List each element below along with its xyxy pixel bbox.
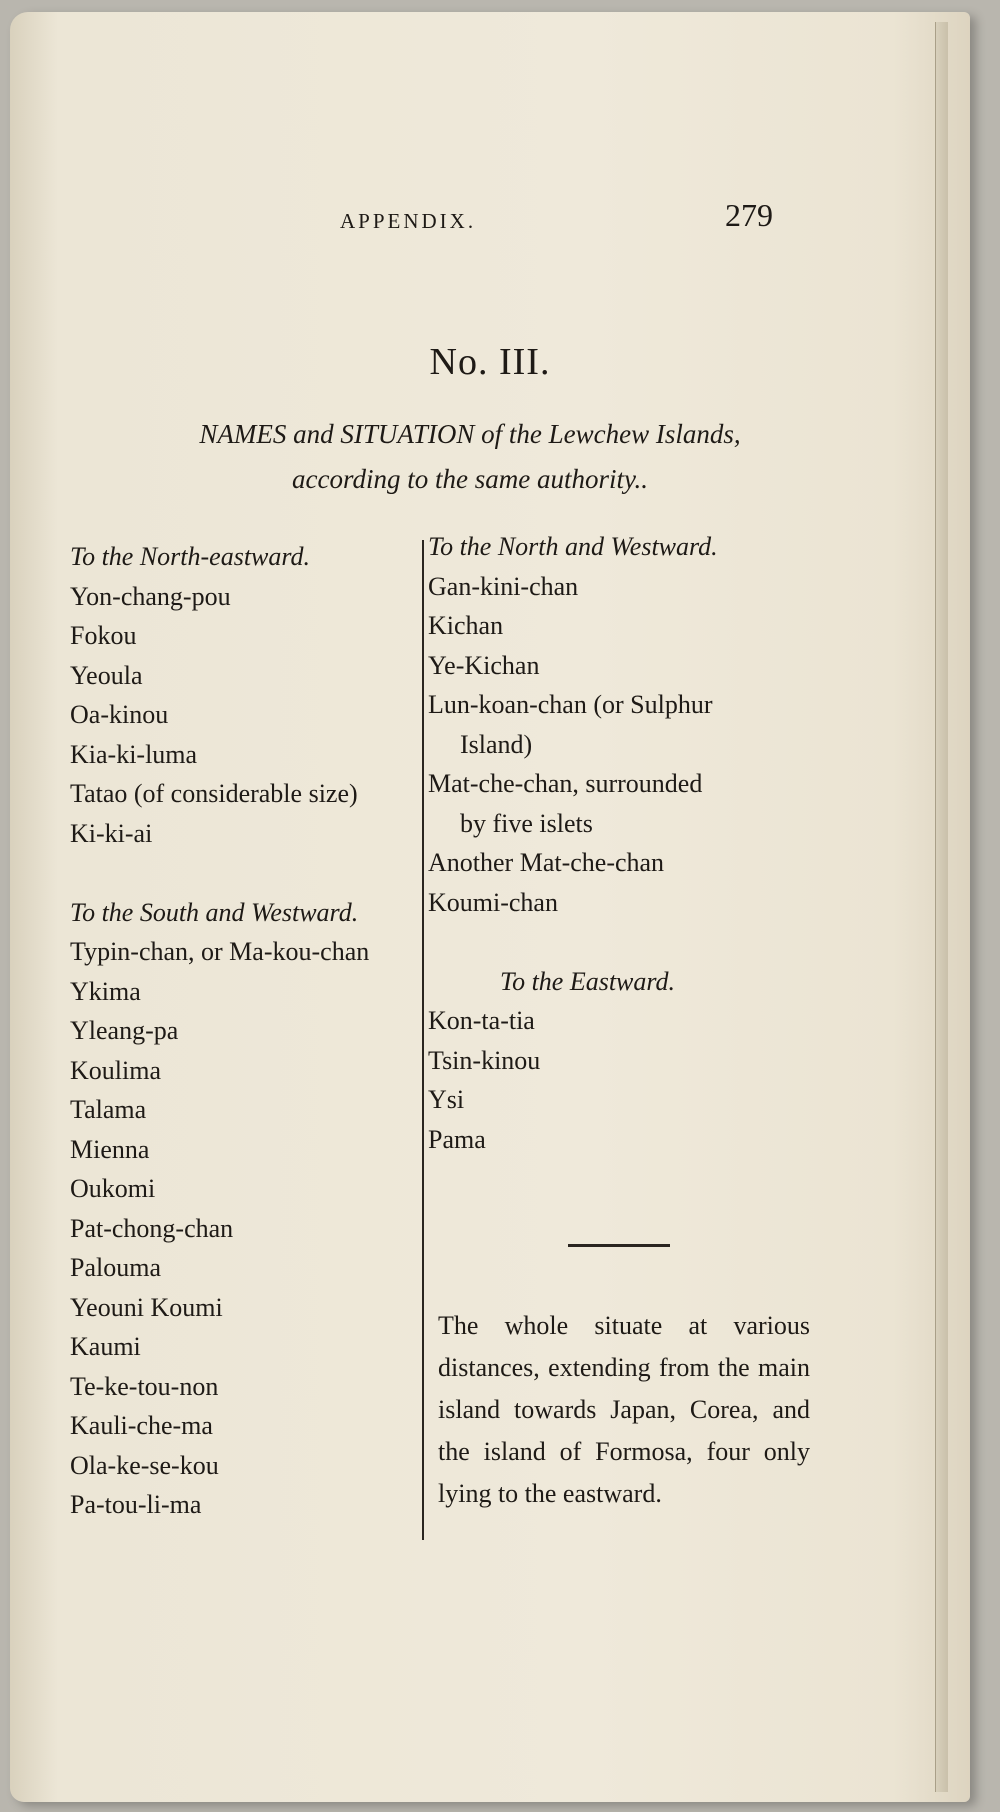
list-item: Lun-koan-chan (or Sulphur bbox=[428, 690, 713, 719]
list-item: Kia-ki-luma bbox=[70, 739, 198, 769]
list-item: Yleang-pa bbox=[70, 1016, 179, 1045]
list-item: Typin-chan, or Ma-kou-chan bbox=[70, 937, 370, 966]
list-item-continuation: Island) bbox=[460, 729, 533, 759]
section-subtitle bbox=[80, 412, 860, 502]
list-item: Mienna bbox=[70, 1134, 150, 1164]
book-page bbox=[10, 12, 970, 1802]
list-item: Kaumi bbox=[70, 1332, 141, 1361]
list-item: Another Mat-che-chan bbox=[428, 848, 665, 877]
spacer bbox=[70, 853, 415, 893]
list-item: Yeoula bbox=[70, 660, 143, 690]
list-item: Oukomi bbox=[70, 1174, 156, 1203]
spacer bbox=[428, 922, 808, 962]
page-number: 279 bbox=[725, 197, 773, 233]
list-item: Ysi bbox=[428, 1085, 465, 1114]
list-item: Pat-chong-chan bbox=[70, 1213, 234, 1243]
column-divider bbox=[422, 540, 424, 1540]
list-item: Te-ke-tou-non bbox=[70, 1371, 219, 1401]
list-item: Tatao (of considerable size) bbox=[70, 779, 358, 808]
list-item: Tsin-kinou bbox=[428, 1045, 541, 1075]
list-item: Fokou bbox=[70, 621, 137, 650]
list-item: Talama bbox=[70, 1095, 147, 1124]
list-item-continuation: by five islets bbox=[460, 808, 593, 838]
subtitle-line-2: according to the same authority.. bbox=[292, 464, 648, 494]
left-column bbox=[70, 537, 415, 1525]
list-item: Gan-kini-chan bbox=[428, 571, 579, 601]
north-east-heading: To the North-eastward. bbox=[70, 542, 311, 571]
list-item: Yeouni Koumi bbox=[70, 1292, 223, 1322]
south-west-heading: To the South and Westward. bbox=[70, 897, 359, 927]
list-item: Pama bbox=[428, 1124, 486, 1154]
list-item: Oa-kinou bbox=[70, 700, 169, 729]
section-rule bbox=[568, 1244, 670, 1247]
list-item: Palouma bbox=[70, 1253, 161, 1282]
list-item: Ykima bbox=[70, 976, 141, 1006]
section-title: No. III. bbox=[429, 341, 551, 383]
list-item: Kon-ta-tia bbox=[428, 1006, 535, 1035]
subtitle-line-1: NAMES and SITUATION of the Lewchew Islands, bbox=[199, 419, 741, 449]
list-item: Koumi-chan bbox=[428, 887, 558, 917]
right-column bbox=[428, 527, 808, 1159]
list-item: Ki-ki-ai bbox=[70, 818, 153, 848]
list-item: Koulima bbox=[70, 1055, 161, 1085]
list-item: Kichan bbox=[428, 611, 504, 640]
page-edge bbox=[935, 22, 948, 1792]
list-item: Ola-ke-se-kou bbox=[70, 1450, 219, 1480]
list-item: Kauli-che-ma bbox=[70, 1411, 213, 1440]
north-west-heading: To the North and Westward. bbox=[428, 532, 718, 561]
list-item: Pa-tou-li-ma bbox=[70, 1490, 202, 1519]
closing-paragraph: The whole situate at various distances, extending from the main island towards Japan, Corea, and the island of Formosa, four only lying to the eastward. bbox=[438, 1311, 810, 1508]
list-item: Yon-chang-pou bbox=[70, 581, 231, 611]
east-heading: To the Eastward. bbox=[500, 966, 676, 996]
running-head: APPENDIX. bbox=[340, 209, 477, 233]
list-item: Mat-che-chan, surrounded bbox=[428, 769, 703, 798]
list-item: Ye-Kichan bbox=[428, 650, 540, 680]
